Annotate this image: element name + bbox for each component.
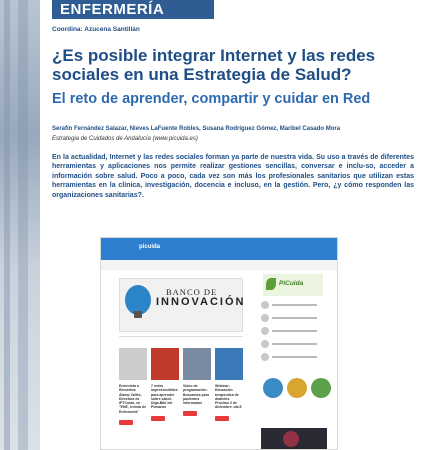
article-subtitle: El reto de aprender, compartir y cuidar en Red xyxy=(52,91,371,107)
list-item xyxy=(261,300,331,310)
website-nav xyxy=(101,260,337,270)
news-card[interactable] xyxy=(183,348,211,448)
card-title: Entrevista a Remedios Álamo Vallés, Directora de IPTCuida, en "ENE, revista de Enfermería" xyxy=(119,384,147,414)
badge-icon xyxy=(263,378,283,398)
section-tag: ENFERMERÍA xyxy=(60,1,165,18)
list-item xyxy=(261,326,331,336)
website-header xyxy=(101,238,337,260)
banner-line1: BANCO DE xyxy=(166,287,218,297)
organization: Estrategia de Cuidados de Andalucía (www.picuida.es) xyxy=(52,136,198,142)
side-video[interactable] xyxy=(261,428,327,450)
badge-icon xyxy=(311,378,331,398)
play-icon xyxy=(283,431,299,447)
side-brand-text: PiCuida xyxy=(279,280,304,287)
list-item xyxy=(261,339,331,349)
side-list xyxy=(261,300,331,365)
coordinator-line: Coordina: Azucena Santillán xyxy=(52,26,140,33)
card-image xyxy=(119,348,147,380)
avatar xyxy=(261,353,269,361)
avatar xyxy=(261,301,269,309)
list-item xyxy=(261,352,331,362)
read-more-button[interactable] xyxy=(183,411,197,416)
innovation-banner xyxy=(119,278,246,332)
decorative-side-art xyxy=(0,0,40,450)
article-title: ¿Es posible integrar Internet y las redes sociales en una Estrategia de Salud? xyxy=(52,46,376,84)
news-card[interactable] xyxy=(119,348,147,448)
website-screenshot xyxy=(100,237,338,450)
card-title: 7 redes imprescindibles para aprender sobre salud: Diga-Bibl del Pomarón xyxy=(151,384,178,410)
read-more-button[interactable] xyxy=(151,416,165,421)
read-more-button[interactable] xyxy=(119,420,133,425)
badge-icon xyxy=(287,378,307,398)
leaf-icon xyxy=(266,278,276,290)
card-image xyxy=(183,348,211,380)
cards-divider xyxy=(119,336,243,342)
side-badges xyxy=(261,378,331,406)
read-more-button[interactable] xyxy=(215,416,229,421)
side-brand-logo xyxy=(263,274,323,296)
list-item xyxy=(261,313,331,323)
section-banner xyxy=(52,0,214,19)
card-title: Webinar: Educación terapéutica de diabetes. Próximo 2 de diciembre, día E xyxy=(215,384,242,410)
news-card[interactable] xyxy=(215,348,243,448)
avatar xyxy=(261,340,269,348)
avatar xyxy=(261,314,269,322)
news-card[interactable] xyxy=(151,348,179,448)
lightbulb-icon xyxy=(125,285,151,315)
abstract: En la actualidad, Internet y las redes sociales forman ya parte de nuestra vida. Su uso a través de diferentes herramientas y aplicaciones nos permite realizar gestiones sencillas, conversar e inclu-so, acceder a información sobre salud. Poco a poco, cada vez son más los profesionales sanitarios que utilizan estas herramientas en la clínica, investigación, docencia e incluso, en la gestión. Pero, ¿y cómo responden las organizaciones sanitarias?. xyxy=(52,154,414,199)
card-title: Video de programación: Buscamos para pacientes informados xyxy=(183,384,210,406)
authors: Serafín Fernández Salazar, Nieves LaFuente Robles, Susana Rodríguez Gómez, Maribel Casado Mora xyxy=(52,126,341,132)
website-logo: picuida xyxy=(139,244,161,250)
card-image xyxy=(151,348,179,380)
card-image xyxy=(215,348,243,380)
avatar xyxy=(261,327,269,335)
banner-line2: INNOVACIÓN xyxy=(156,296,246,308)
